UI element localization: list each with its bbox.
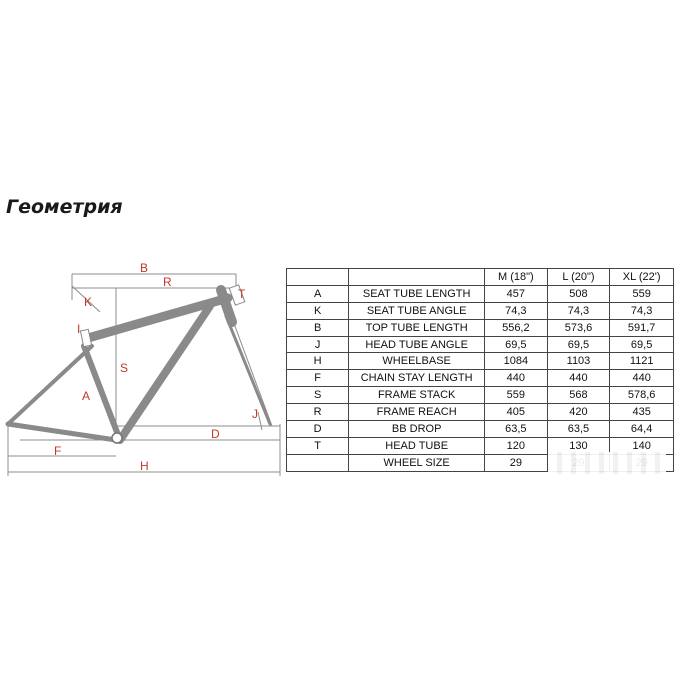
row-name: HEAD TUBE ANGLE (349, 336, 485, 353)
row-value-xl: 578,6 (610, 387, 674, 404)
row-value-m: 1084 (485, 353, 548, 370)
row-name: TOP TUBE LENGTH (349, 319, 485, 336)
row-code: B (287, 319, 349, 336)
row-value-xl: 559 (610, 285, 674, 302)
row-value-m: 440 (485, 370, 548, 387)
table-row (287, 370, 674, 387)
bike-frame (8, 290, 270, 440)
table-row (287, 387, 674, 404)
label-i: I (77, 322, 81, 336)
row-value-xl: 74,3 (610, 302, 674, 319)
row-value-m: 69,5 (485, 336, 548, 353)
label-r: R (163, 275, 172, 289)
table-row (287, 302, 674, 319)
column-header (287, 269, 349, 286)
row-name: CHAIN STAY LENGTH (349, 370, 485, 387)
watermark-overlay (548, 452, 666, 474)
table-row (287, 336, 674, 353)
table-row (287, 285, 674, 302)
row-value-l: 420 (547, 404, 610, 421)
table-row (287, 421, 674, 438)
label-j: J (252, 407, 258, 421)
row-name: SEAT TUBE ANGLE (349, 302, 485, 319)
row-code (287, 454, 349, 471)
row-value-l: 69,5 (547, 336, 610, 353)
row-name: FRAME STACK (349, 387, 485, 404)
row-value-l: 130 (547, 437, 610, 454)
label-s: S (120, 361, 129, 375)
row-value-xl: 591,7 (610, 319, 674, 336)
label-t: T (238, 287, 246, 301)
row-value-l: 568 (547, 387, 610, 404)
row-value-xl: 435 (610, 404, 674, 421)
row-value-xl: 1121 (610, 353, 674, 370)
row-code: J (287, 336, 349, 353)
row-code: H (287, 353, 349, 370)
label-k: K (84, 295, 93, 309)
row-value-m: 120 (485, 437, 548, 454)
row-value-xl: 64,4 (610, 421, 674, 438)
row-value-xl: 440 (610, 370, 674, 387)
row-name: WHEEL SIZE (349, 454, 485, 471)
row-value-l: 1103 (547, 353, 610, 370)
page-title: Геометрия (6, 196, 123, 218)
label-a: A (82, 389, 91, 403)
row-value-l: 74,3 (547, 302, 610, 319)
row-code: T (287, 437, 349, 454)
label-b: B (140, 261, 149, 275)
row-value-l: 63,5 (547, 421, 610, 438)
row-code: D (287, 421, 349, 438)
column-header-m: M (18") (485, 269, 548, 286)
row-value-m: 559 (485, 387, 548, 404)
column-header (349, 269, 485, 286)
bottom-bracket (112, 433, 122, 443)
row-value-l: 508 (547, 285, 610, 302)
column-header-l: L (20") (547, 269, 610, 286)
row-value-xl: 69,5 (610, 336, 674, 353)
row-code: A (287, 285, 349, 302)
row-value-m: 457 (485, 285, 548, 302)
row-code: K (287, 302, 349, 319)
table-row (287, 319, 674, 336)
row-value-l: 440 (547, 370, 610, 387)
row-value-m: 556,2 (485, 319, 548, 336)
row-value-m: 63,5 (485, 421, 548, 438)
table-row (287, 404, 674, 421)
row-name: SEAT TUBE LENGTH (349, 285, 485, 302)
label-h: H (140, 459, 149, 473)
row-value-m: 29 (485, 454, 548, 471)
row-name: HEAD TUBE (349, 437, 485, 454)
row-value-m: 74,3 (485, 302, 548, 319)
row-code: R (287, 404, 349, 421)
geometry-table (286, 268, 674, 472)
column-header-xl: XL (22') (610, 269, 674, 286)
table-header-row (287, 269, 674, 286)
row-value-m: 405 (485, 404, 548, 421)
row-name: FRAME REACH (349, 404, 485, 421)
row-name: BB DROP (349, 421, 485, 438)
label-f: F (54, 444, 62, 458)
dimension-labels (54, 261, 258, 473)
table-row (287, 353, 674, 370)
row-name: WHEELBASE (349, 353, 485, 370)
row-code: F (287, 370, 349, 387)
row-value-l: 573,6 (547, 319, 610, 336)
label-d: D (211, 427, 220, 441)
row-value-xl: 140 (610, 437, 674, 454)
row-code: S (287, 387, 349, 404)
frame-geometry-diagram (0, 258, 285, 478)
